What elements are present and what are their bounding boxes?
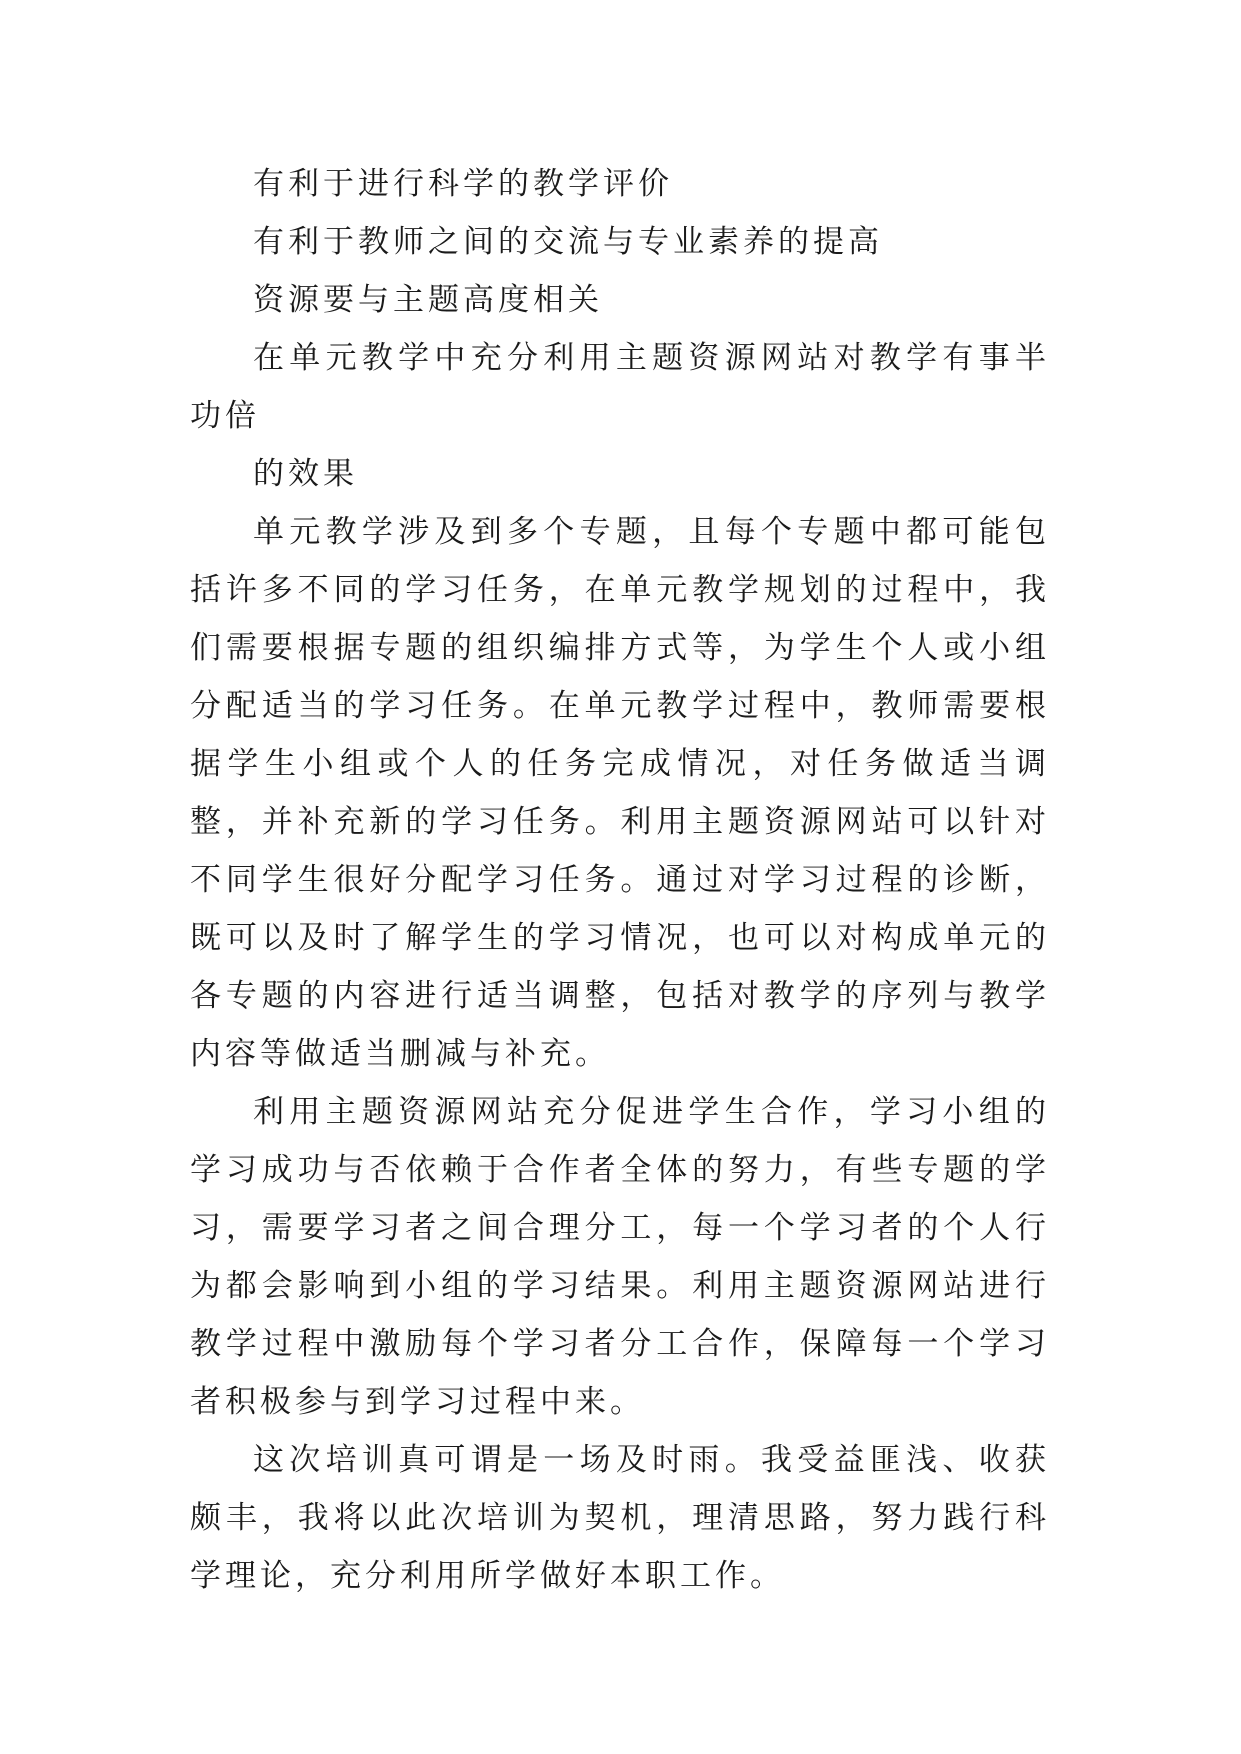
paragraph-unit-teaching-heading: 在单元教学中充分利用主题资源网站对教学有事半功倍	[190, 340, 1050, 434]
paragraph-conclusion: 这次培训真可谓是一场及时雨。我受益匪浅、收获颇丰，我将以此次培训为契机，理清思路，努力践行科学理论，充分利用所学做好本职工作。	[190, 1442, 1050, 1594]
document-body	[190, 155, 1050, 1605]
paragraph-student-cooperation: 利用主题资源网站充分促进学生合作，学习小组的学习成功与否依赖于合作者全体的努力，有些专题的学习，需要学习者之间合理分工，每一个学习者的个人行为都会影响到小组的学习结果。利用主题资源网站进行教学过程中激励每个学习者分工合作，保障每一个学习者积极参与到学习过程中来。	[190, 1094, 1050, 1420]
paragraph-unit-teaching-tasks: 单元教学涉及到多个专题，且每个专题中都可能包括许多不同的学习任务，在单元教学规划的过程中，我们需要根据专题的组织编排方式等，为学生个人或小组分配适当的学习任务。在单元教学过程中，教师需要根据学生小组或个人的任务完成情况，对任务做适当调整，并补充新的学习任务。利用主题资源网站可以针对不同学生很好分配学习任务。通过对学习过程的诊断，既可以及时了解学生的学习情况，也可以对构成单元的各专题的内容进行适当调整，包括对教学的序列与教学内容等做适当删减与补充。	[190, 514, 1050, 1072]
paragraph-teacher-exchange: 有利于教师之间的交流与专业素养的提高	[253, 224, 883, 260]
paragraph-evaluation: 有利于进行科学的教学评价	[253, 166, 673, 202]
paragraph-resource-relevance: 资源要与主题高度相关	[253, 282, 603, 318]
paragraph-effect: 的效果	[253, 456, 358, 492]
